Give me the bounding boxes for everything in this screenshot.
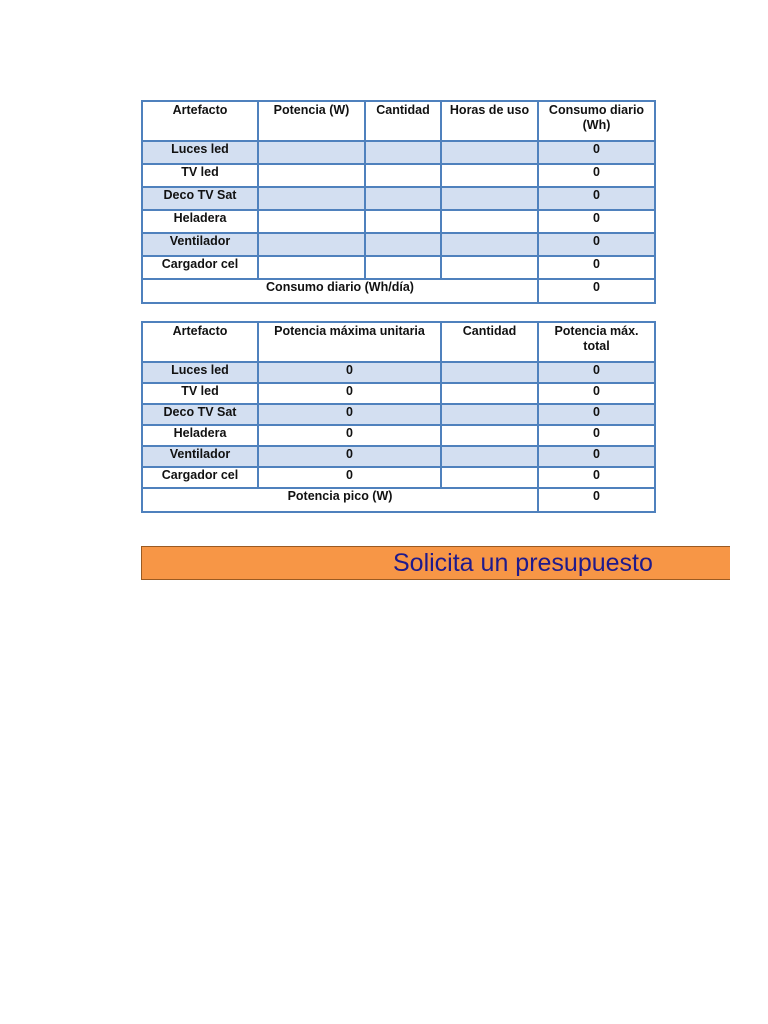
artefacto-cell: Heladera — [142, 210, 258, 233]
cantidad-input-cell[interactable] — [365, 233, 441, 256]
cantidad-input-cell[interactable] — [365, 164, 441, 187]
table-row — [142, 362, 655, 383]
artefacto-cell: TV led — [142, 383, 258, 404]
potencia-input-cell[interactable] — [258, 256, 365, 279]
cantidad-input-cell[interactable] — [441, 404, 538, 425]
column-header-potencia-maxima-unitaria: Potencia máxima unitaria — [258, 322, 441, 362]
daily-consumption-total-value: 0 — [538, 279, 655, 303]
request-quote-label: Solicita un presupuesto — [393, 549, 653, 577]
peak-power-total-value: 0 — [538, 488, 655, 512]
artefacto-cell: TV led — [142, 164, 258, 187]
peak-power-table — [141, 321, 656, 513]
table-row — [142, 383, 655, 404]
table-row — [142, 164, 655, 187]
potencia-total-cell: 0 — [538, 425, 655, 446]
consumo-cell: 0 — [538, 210, 655, 233]
total-row — [142, 488, 655, 512]
table-row — [142, 256, 655, 279]
cantidad-input-cell[interactable] — [441, 383, 538, 404]
potencia-maxima-cell: 0 — [258, 383, 441, 404]
column-header-artefacto: Artefacto — [142, 101, 258, 141]
potencia-input-cell[interactable] — [258, 164, 365, 187]
peak-power-total-label: Potencia pico (W) — [142, 488, 538, 512]
potencia-input-cell[interactable] — [258, 141, 365, 164]
horas-input-cell[interactable] — [441, 141, 538, 164]
horas-input-cell[interactable] — [441, 187, 538, 210]
potencia-total-cell: 0 — [538, 404, 655, 425]
column-header-cantidad: Cantidad — [441, 322, 538, 362]
potencia-total-cell: 0 — [538, 362, 655, 383]
artefacto-cell: Ventilador — [142, 233, 258, 256]
potencia-input-cell[interactable] — [258, 210, 365, 233]
horas-input-cell[interactable] — [441, 233, 538, 256]
consumo-cell: 0 — [538, 233, 655, 256]
artefacto-cell: Luces led — [142, 362, 258, 383]
artefacto-cell: Deco TV Sat — [142, 404, 258, 425]
cantidad-input-cell[interactable] — [441, 425, 538, 446]
table-row — [142, 233, 655, 256]
artefacto-cell: Cargador cel — [142, 256, 258, 279]
column-header-consumo-diario: Consumo diario (Wh) — [538, 101, 655, 141]
table-header-row — [142, 322, 655, 362]
horas-input-cell[interactable] — [441, 210, 538, 233]
potencia-maxima-cell: 0 — [258, 362, 441, 383]
potencia-input-cell[interactable] — [258, 187, 365, 210]
table-row — [142, 467, 655, 488]
cantidad-input-cell[interactable] — [365, 187, 441, 210]
table-row — [142, 141, 655, 164]
artefacto-cell: Cargador cel — [142, 467, 258, 488]
daily-consumption-table — [141, 100, 656, 304]
potencia-input-cell[interactable] — [258, 233, 365, 256]
artefacto-cell: Luces led — [142, 141, 258, 164]
consumo-cell: 0 — [538, 141, 655, 164]
potencia-maxima-cell: 0 — [258, 446, 441, 467]
cantidad-input-cell[interactable] — [441, 446, 538, 467]
horas-input-cell[interactable] — [441, 164, 538, 187]
consumo-cell: 0 — [538, 256, 655, 279]
total-row — [142, 279, 655, 303]
consumo-cell: 0 — [538, 164, 655, 187]
potencia-total-cell: 0 — [538, 467, 655, 488]
table-row — [142, 404, 655, 425]
table-header-row — [142, 101, 655, 141]
table-row — [142, 425, 655, 446]
cantidad-input-cell[interactable] — [441, 362, 538, 383]
column-header-potencia: Potencia (W) — [258, 101, 365, 141]
horas-input-cell[interactable] — [441, 256, 538, 279]
daily-consumption-total-label: Consumo diario (Wh/día) — [142, 279, 538, 303]
potencia-maxima-cell: 0 — [258, 425, 441, 446]
artefacto-cell: Ventilador — [142, 446, 258, 467]
cantidad-input-cell[interactable] — [365, 141, 441, 164]
column-header-cantidad: Cantidad — [365, 101, 441, 141]
potencia-total-cell: 0 — [538, 383, 655, 404]
table-row — [142, 187, 655, 210]
table-row — [142, 210, 655, 233]
column-header-artefacto: Artefacto — [142, 322, 258, 362]
consumo-cell: 0 — [538, 187, 655, 210]
cantidad-input-cell[interactable] — [365, 256, 441, 279]
request-quote-button[interactable] — [141, 546, 730, 580]
column-header-horas-de-uso: Horas de uso — [441, 101, 538, 141]
cantidad-input-cell[interactable] — [441, 467, 538, 488]
cantidad-input-cell[interactable] — [365, 210, 441, 233]
potencia-maxima-cell: 0 — [258, 467, 441, 488]
artefacto-cell: Heladera — [142, 425, 258, 446]
potencia-maxima-cell: 0 — [258, 404, 441, 425]
artefacto-cell: Deco TV Sat — [142, 187, 258, 210]
potencia-total-cell: 0 — [538, 446, 655, 467]
table-row — [142, 446, 655, 467]
column-header-potencia-max-total: Potencia máx. total — [538, 322, 655, 362]
